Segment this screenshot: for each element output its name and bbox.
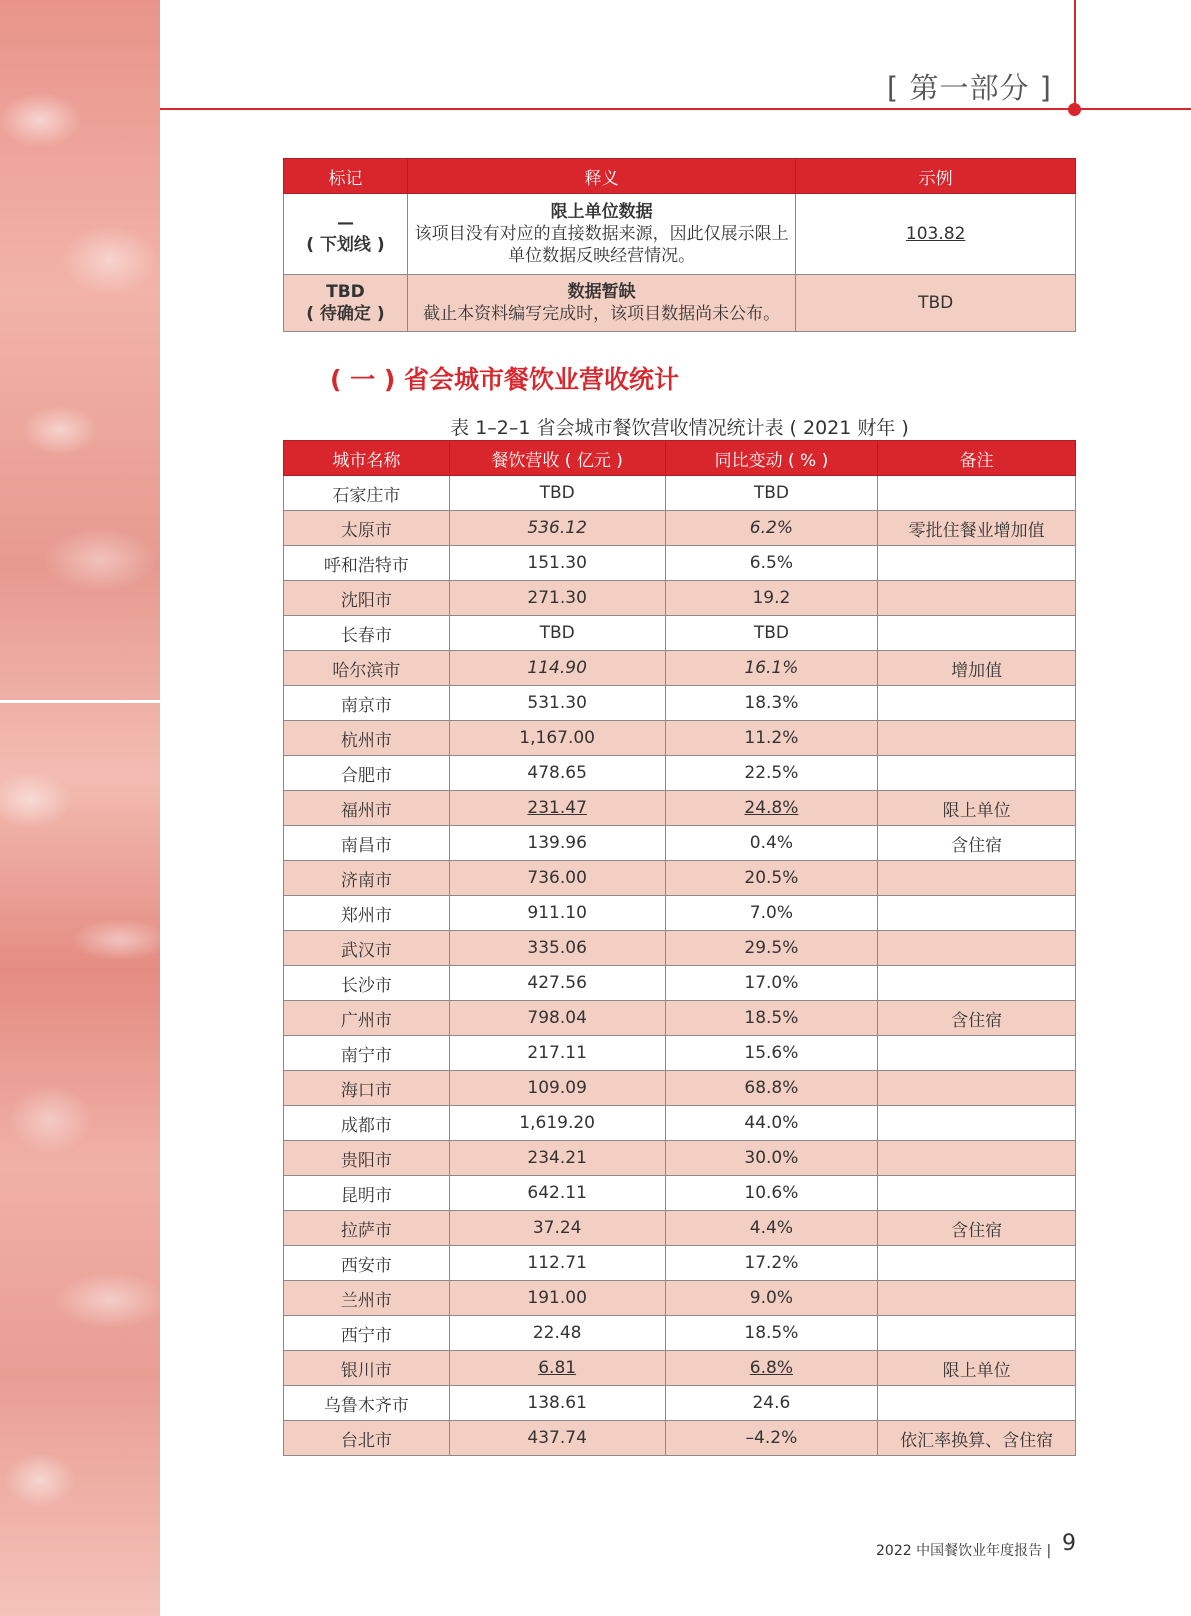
- city-cell: 成都市: [284, 1106, 450, 1141]
- table-row: [284, 721, 1076, 756]
- note-cell: [878, 721, 1076, 756]
- revenue-cell: 6.81: [449, 1351, 665, 1386]
- legend-col-mark: 标记: [284, 159, 408, 194]
- change-cell: 6.8%: [665, 1351, 878, 1386]
- city-cell: 石家庄市: [284, 476, 450, 511]
- change-cell: TBD: [665, 476, 878, 511]
- table-body: [284, 476, 1076, 1456]
- table-row: [284, 1106, 1076, 1141]
- note-cell: [878, 931, 1076, 966]
- note-cell: 限上单位: [878, 1351, 1076, 1386]
- change-cell: 17.2%: [665, 1246, 878, 1281]
- change-cell: 15.6%: [665, 1036, 878, 1071]
- table-row: [284, 1141, 1076, 1176]
- table-row: [284, 1421, 1076, 1456]
- change-cell: 22.5%: [665, 756, 878, 791]
- city-cell: 济南市: [284, 861, 450, 896]
- legend-row-tbd: [284, 275, 1076, 332]
- change-cell: 18.5%: [665, 1316, 878, 1351]
- section-heading: ( 一 ) 省会城市餐饮业营收统计: [330, 365, 679, 394]
- city-cell: 杭州市: [284, 721, 450, 756]
- revenue-cell: 139.96: [449, 826, 665, 861]
- legend-row-underline: [284, 194, 1076, 275]
- change-cell: 24.8%: [665, 791, 878, 826]
- revenue-cell: 114.90: [449, 651, 665, 686]
- note-cell: [878, 861, 1076, 896]
- note-cell: [878, 686, 1076, 721]
- revenue-cell: 151.30: [449, 546, 665, 581]
- city-cell: 西安市: [284, 1246, 450, 1281]
- change-cell: 17.0%: [665, 966, 878, 1001]
- col-city: 城市名称: [284, 441, 450, 476]
- city-cell: 台北市: [284, 1421, 450, 1456]
- revenue-cell: 736.00: [449, 861, 665, 896]
- legend-mark: TBD ( 待确定 ): [284, 275, 408, 332]
- change-cell: 9.0%: [665, 1281, 878, 1316]
- revenue-cell: 37.24: [449, 1211, 665, 1246]
- change-cell: 10.6%: [665, 1176, 878, 1211]
- note-cell: 零批住餐业增加值: [878, 511, 1076, 546]
- header-dot: [1068, 103, 1081, 116]
- revenue-cell: 1,619.20: [449, 1106, 665, 1141]
- note-cell: 含住宿: [878, 1001, 1076, 1036]
- col-revenue: 餐饮营收 ( 亿元 ): [449, 441, 665, 476]
- city-cell: 广州市: [284, 1001, 450, 1036]
- legend-example: TBD: [796, 275, 1076, 332]
- table-row: [284, 1281, 1076, 1316]
- note-cell: [878, 1176, 1076, 1211]
- note-cell: [878, 966, 1076, 1001]
- change-cell: 4.4%: [665, 1211, 878, 1246]
- table-row: [284, 1001, 1076, 1036]
- note-cell: [878, 896, 1076, 931]
- change-cell: 16.1%: [665, 651, 878, 686]
- revenue-cell: 478.65: [449, 756, 665, 791]
- note-cell: [878, 1281, 1076, 1316]
- revenue-cell: 531.30: [449, 686, 665, 721]
- change-cell: 6.5%: [665, 546, 878, 581]
- table-row: [284, 791, 1076, 826]
- change-cell: 20.5%: [665, 861, 878, 896]
- city-cell: 贵阳市: [284, 1141, 450, 1176]
- legend-meaning: 限上单位数据 该项目没有对应的直接数据来源，因此仅展示限上 单位数据反映经营情况。: [407, 194, 795, 275]
- note-cell: 增加值: [878, 651, 1076, 686]
- change-cell: 11.2%: [665, 721, 878, 756]
- legend-col-meaning: 释义: [407, 159, 795, 194]
- note-cell: 限上单位: [878, 791, 1076, 826]
- revenue-cell: 231.47: [449, 791, 665, 826]
- city-cell: 兰州市: [284, 1281, 450, 1316]
- legend-mark: — ( 下划线 ): [284, 194, 408, 275]
- city-cell: 银川市: [284, 1351, 450, 1386]
- table-row: [284, 931, 1076, 966]
- change-cell: 44.0%: [665, 1106, 878, 1141]
- city-cell: 郑州市: [284, 896, 450, 931]
- legend-meaning: 数据暂缺 截止本资料编写完成时，该项目数据尚未公布。: [407, 275, 795, 332]
- header-horizontal-rule: [160, 108, 1191, 110]
- footer-text: 2022 中国餐饮业年度报告 |: [876, 1543, 1052, 1559]
- table-row: [284, 1386, 1076, 1421]
- change-cell: 18.5%: [665, 1001, 878, 1036]
- city-cell: 长沙市: [284, 966, 450, 1001]
- decorative-side-photo: [0, 0, 160, 1616]
- city-cell: 南昌市: [284, 826, 450, 861]
- note-cell: 依汇率换算、含住宿: [878, 1421, 1076, 1456]
- city-cell: 呼和浩特市: [284, 546, 450, 581]
- note-cell: [878, 616, 1076, 651]
- table-header-row: [284, 441, 1076, 476]
- note-cell: 含住宿: [878, 1211, 1076, 1246]
- city-cell: 长春市: [284, 616, 450, 651]
- city-cell: 沈阳市: [284, 581, 450, 616]
- note-cell: [878, 1071, 1076, 1106]
- revenue-cell: 22.48: [449, 1316, 665, 1351]
- note-cell: [878, 756, 1076, 791]
- table-caption: 表 1–2–1 省会城市餐饮营收情况统计表 ( 2021 财年 ): [450, 417, 909, 439]
- revenue-cell: 217.11: [449, 1036, 665, 1071]
- note-cell: [878, 546, 1076, 581]
- table-row: [284, 896, 1076, 931]
- table-row: [284, 1176, 1076, 1211]
- city-cell: 海口市: [284, 1071, 450, 1106]
- city-cell: 哈尔滨市: [284, 651, 450, 686]
- change-cell: 30.0%: [665, 1141, 878, 1176]
- table-row: [284, 1036, 1076, 1071]
- table-row: [284, 616, 1076, 651]
- revenue-cell: TBD: [449, 476, 665, 511]
- note-cell: [878, 476, 1076, 511]
- table-row: [284, 546, 1076, 581]
- table-row: [284, 756, 1076, 791]
- change-cell: 7.0%: [665, 896, 878, 931]
- col-note: 备注: [878, 441, 1076, 476]
- revenue-cell: TBD: [449, 616, 665, 651]
- header-vertical-rule: [1074, 0, 1076, 110]
- col-change: 同比变动 ( % ): [665, 441, 878, 476]
- table-row: [284, 861, 1076, 896]
- note-cell: [878, 1141, 1076, 1176]
- legend-header-row: [284, 159, 1076, 194]
- revenue-cell: 1,167.00: [449, 721, 665, 756]
- table-row: [284, 1316, 1076, 1351]
- revenue-cell: 234.21: [449, 1141, 665, 1176]
- page-number: 9: [1062, 1531, 1076, 1556]
- city-cell: 南宁市: [284, 1036, 450, 1071]
- change-cell: TBD: [665, 616, 878, 651]
- table-row: [284, 511, 1076, 546]
- revenue-cell: 536.12: [449, 511, 665, 546]
- revenue-cell: 798.04: [449, 1001, 665, 1036]
- section-title: [ 第一部分 ]: [886, 71, 1052, 105]
- city-cell: 乌鲁木齐市: [284, 1386, 450, 1421]
- table-row: [284, 1351, 1076, 1386]
- revenue-cell: 911.10: [449, 896, 665, 931]
- revenue-cell: 642.11: [449, 1176, 665, 1211]
- city-cell: 西宁市: [284, 1316, 450, 1351]
- note-cell: 含住宿: [878, 826, 1076, 861]
- table-row: [284, 1246, 1076, 1281]
- note-cell: [878, 581, 1076, 616]
- table-row: [284, 476, 1076, 511]
- revenue-cell: 335.06: [449, 931, 665, 966]
- revenue-cell: 271.30: [449, 581, 665, 616]
- revenue-cell: 109.09: [449, 1071, 665, 1106]
- revenue-cell: 138.61: [449, 1386, 665, 1421]
- legend-col-example: 示例: [796, 159, 1076, 194]
- change-cell: 6.2%: [665, 511, 878, 546]
- legend-example: 103.82: [796, 194, 1076, 275]
- change-cell: –4.2%: [665, 1421, 878, 1456]
- change-cell: 24.6: [665, 1386, 878, 1421]
- change-cell: 18.3%: [665, 686, 878, 721]
- revenue-cell: 427.56: [449, 966, 665, 1001]
- revenue-cell: 437.74: [449, 1421, 665, 1456]
- change-cell: 19.2: [665, 581, 878, 616]
- change-cell: 68.8%: [665, 1071, 878, 1106]
- note-cell: [878, 1106, 1076, 1141]
- city-cell: 福州市: [284, 791, 450, 826]
- note-cell: [878, 1246, 1076, 1281]
- note-cell: [878, 1316, 1076, 1351]
- change-cell: 29.5%: [665, 931, 878, 966]
- city-cell: 拉萨市: [284, 1211, 450, 1246]
- revenue-table: [283, 440, 1076, 1456]
- city-cell: 武汉市: [284, 931, 450, 966]
- table-row: [284, 581, 1076, 616]
- note-cell: [878, 1386, 1076, 1421]
- legend-table: [283, 158, 1076, 332]
- city-cell: 合肥市: [284, 756, 450, 791]
- revenue-cell: 112.71: [449, 1246, 665, 1281]
- table-row: [284, 826, 1076, 861]
- table-row: [284, 1211, 1076, 1246]
- city-cell: 太原市: [284, 511, 450, 546]
- revenue-cell: 191.00: [449, 1281, 665, 1316]
- table-row: [284, 1071, 1076, 1106]
- table-row: [284, 651, 1076, 686]
- table-row: [284, 966, 1076, 1001]
- table-row: [284, 686, 1076, 721]
- change-cell: 0.4%: [665, 826, 878, 861]
- city-cell: 南京市: [284, 686, 450, 721]
- note-cell: [878, 1036, 1076, 1071]
- city-cell: 昆明市: [284, 1176, 450, 1211]
